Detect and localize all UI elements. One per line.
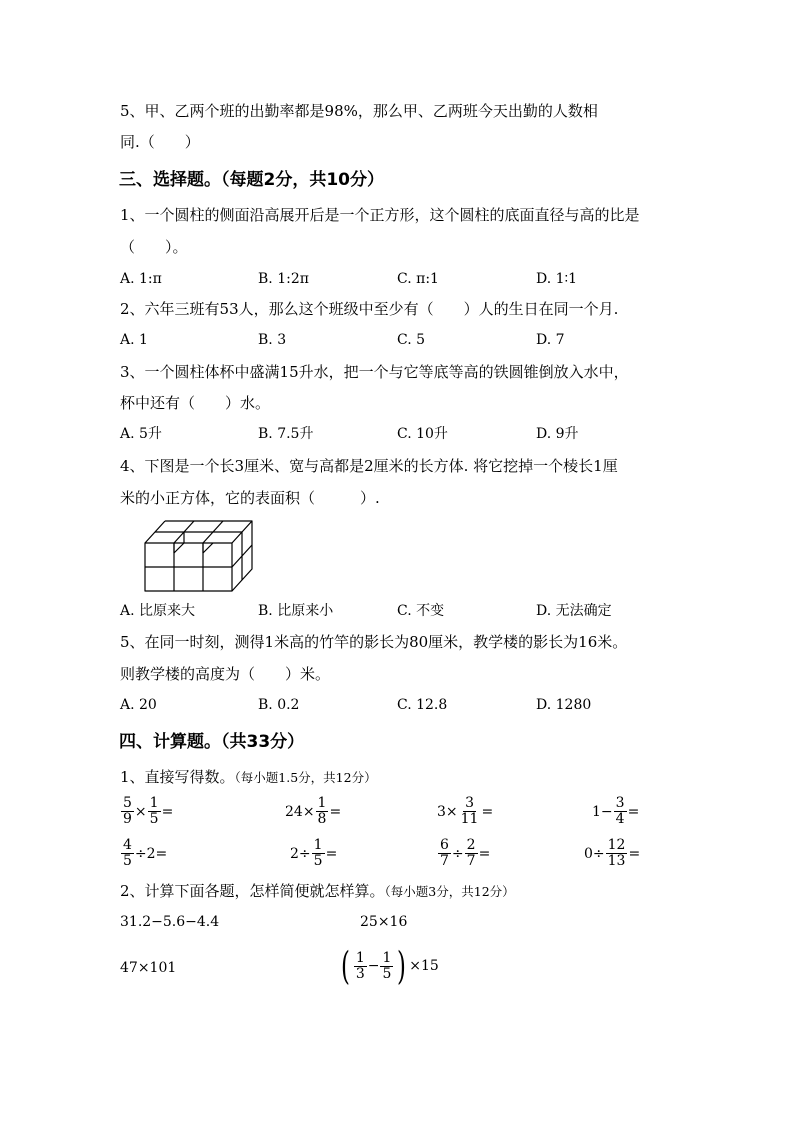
mc-question-5-line1: 5、在同一时刻，测得1米高的竹竿的影长为80厘米，教学楼的影长为16米。 <box>120 633 628 651</box>
direct-calc-4: 1− $\frac{3}{4}$ = <box>592 795 640 827</box>
mc-question-4-option-c: C. 不变 <box>397 603 445 619</box>
mc-question-5-option-d: D. 1280 <box>536 697 592 713</box>
simplify-calc-4: ( $\frac{1}{3}$ − $\frac{1}{5}$ ) ×15 <box>340 944 439 988</box>
mc-question-3-line1: 3、一个圆柱体杯中盛满15升水，把一个与它等底等高的铁圆锥倒放入水中， <box>120 363 629 381</box>
tf-question-5-line1: 5、甲、乙两个班的出勤率都是98%，那么甲、乙两班今天出勤的人数相 <box>120 102 598 120</box>
fraction: $\frac{1}{5}$ <box>149 795 159 827</box>
mc-question-1-option-b: B. 1:2π <box>258 271 309 287</box>
mc-question-4-line2: 米的小正方体，它的表面积（ ）. <box>120 489 380 507</box>
mc-question-4-line1: 4、下图是一个长3厘米、宽与高都是2厘米的长方体. 将它挖掉一个棱长1厘 <box>120 457 618 475</box>
calc-question-2-label <box>120 881 515 902</box>
mc-question-4-option-a: A. 比原来大 <box>120 603 196 619</box>
mc-question-1-option-a: A. 1:π <box>120 271 162 287</box>
simplify-calc-1: 31.2−5.6−4.4 <box>120 914 220 930</box>
mc-question-3-option-a: A. 5升 <box>120 426 162 442</box>
section-4-title: 四、计算题。（共33分） <box>119 732 305 752</box>
mc-question-1-line2: （ ）。 <box>120 238 188 256</box>
fraction: $\frac{3}{4}$ <box>615 795 625 827</box>
mc-question-5-line2: 则教学楼的高度为（ ）米。 <box>120 665 331 683</box>
calc-question-2-note: （每小题3分，共12分） <box>384 884 515 899</box>
mc-question-3-option-c: C. 10升 <box>397 426 448 442</box>
mc-question-4-option-b: B. 比原来小 <box>258 603 334 619</box>
mc-question-2-option-b: B. 3 <box>258 332 287 348</box>
fraction: $\frac{1}{5}$ <box>313 837 323 869</box>
fraction: $\frac{1}{5}$ <box>382 949 392 982</box>
mc-question-3-option-b: B. 7.5升 <box>258 426 314 442</box>
mc-question-2-line1: 2、六年三班有53人，那么这个班级中至少有（ ）人的生日在同一个月. <box>120 300 619 318</box>
fraction: $\frac{4}{5}$ <box>123 837 132 869</box>
fraction: $\frac{6}{7}$ <box>440 837 449 869</box>
calc-question-1-text: 1、直接写得数。 <box>120 768 235 786</box>
mc-question-5-option-b: B. 0.2 <box>258 697 300 713</box>
mc-question-4-option-d: D. 无法确定 <box>536 603 612 619</box>
mc-question-3-line2: 杯中还有（ ）水。 <box>120 394 271 412</box>
direct-calc-3: 3× $\frac{3}{11}$ = <box>437 795 494 827</box>
cuboid-figure <box>140 515 260 595</box>
mc-question-3-option-d: D. 9升 <box>536 426 579 442</box>
direct-calc-6: 2÷ $\frac{1}{5}$ = <box>290 837 338 869</box>
fraction: $\frac{1}{8}$ <box>317 795 327 827</box>
mc-question-2-option-d: D. 7 <box>536 332 565 348</box>
simplify-calc-3: 47×101 <box>120 960 177 976</box>
direct-calc-8: 0÷ $\frac{12}{13}$ = <box>584 837 641 869</box>
mc-question-2-option-a: A. 1 <box>120 332 148 348</box>
section-3-title: 三、选择题。（每题2分，共10分） <box>119 170 384 190</box>
direct-calc-1: $\frac{5}{9}$ × $\frac{1}{5}$ = <box>123 795 174 827</box>
direct-calc-7: $\frac{6}{7}$ ÷ $\frac{2}{7}$ = <box>440 837 491 869</box>
simplify-calc-2: 25×16 <box>360 914 408 930</box>
calc-question-1-label <box>120 767 377 788</box>
tf-question-5-line2: 同.（ ） <box>120 133 200 151</box>
fraction: $\frac{2}{7}$ <box>466 837 476 869</box>
mc-question-2-option-c: C. 5 <box>397 332 426 348</box>
mc-question-1-option-d: D. 1∶1 <box>536 271 578 287</box>
direct-calc-5: $\frac{4}{5}$ ÷2= <box>123 837 168 869</box>
mc-question-5-option-c: C. 12.8 <box>397 697 448 713</box>
fraction: $\frac{1}{3}$ <box>355 949 365 982</box>
fraction: $\frac{12}{13}$ <box>607 837 626 869</box>
mc-question-5-option-a: A. 20 <box>120 697 157 713</box>
mc-question-1-option-c: C. π:1 <box>397 271 439 287</box>
direct-calc-2: 24× $\frac{1}{8}$ = <box>285 795 342 827</box>
fraction: $\frac{3}{11}$ <box>460 795 479 827</box>
fraction: $\frac{5}{9}$ <box>123 795 132 827</box>
calc-question-1-note: （每小题1.5分，共12分） <box>234 770 377 785</box>
calc-question-2-text: 2、计算下面各题，怎样简便就怎样算。 <box>120 882 385 900</box>
mc-question-1-line1: 1、一个圆柱的侧面沿高展开后是一个正方形，这个圆柱的底面直径与高的比是 <box>120 206 640 224</box>
